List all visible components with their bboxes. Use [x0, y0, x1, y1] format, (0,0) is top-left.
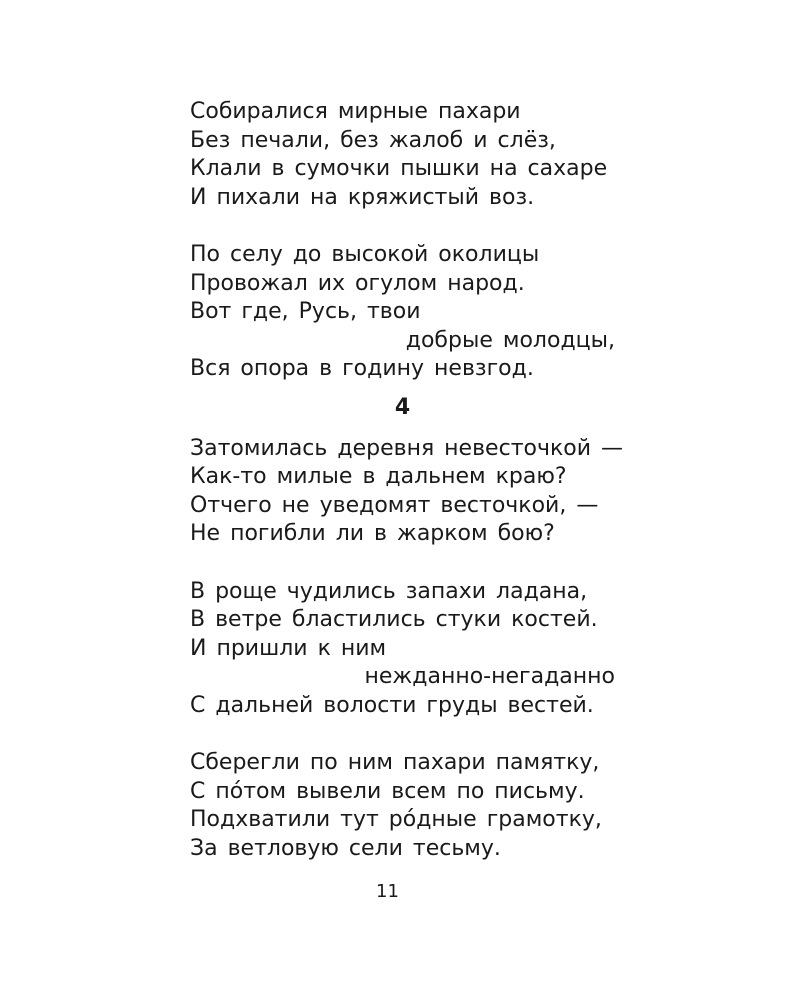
stanza-gap	[190, 720, 615, 749]
stanza-gap	[190, 212, 615, 241]
poem-line: С по́том вывели всем по письму.	[190, 778, 585, 804]
stanza-gap	[190, 549, 615, 578]
stanza-2	[190, 241, 615, 384]
section-number: 4	[394, 394, 411, 420]
poem-line-continuation: добрые молодцы,	[405, 327, 615, 353]
stanza-1	[190, 98, 615, 212]
poem-line: Клали в сумочки пышки на сахаре	[190, 156, 608, 182]
poem-line: И пришли к ним	[190, 635, 387, 661]
poem-line: Отчего не уведомят весточкой, —	[190, 492, 599, 518]
stanza-4	[190, 578, 615, 721]
page-number: 11	[376, 881, 399, 902]
poem-line: Не погибли ли в жарком бою?	[190, 521, 555, 547]
poem-line: Подхватили тут ро́дные грамотку,	[190, 807, 602, 833]
poem-line: Как-то милые в дальнем краю?	[190, 464, 567, 490]
poem-line: С дальней волости груды вестей.	[190, 692, 594, 718]
poem-line: Вся опора в годину невзгод.	[190, 356, 534, 382]
poem-line-continuation: нежданно-негаданно	[364, 664, 615, 690]
poem-line: Затомилась деревня невесточкой —	[190, 435, 624, 461]
poem-line: Сберегли по ним пахари памятку,	[190, 750, 600, 776]
poem-text	[190, 98, 624, 863]
poem-line: По селу до высокой околицы	[190, 241, 540, 267]
poem-line: Собиралися мирные пахари	[190, 99, 521, 124]
stanza-3	[190, 435, 624, 549]
poem-line: И пихали на кряжистый воз.	[190, 184, 535, 210]
poem-line: Провожал их огулом народ.	[190, 270, 525, 296]
poem-line: Вот где, Русь, твои	[190, 299, 421, 325]
poem-line: В роще чудились запахи ладана,	[190, 578, 588, 604]
stanza-5	[190, 749, 615, 863]
poem-line: Без печали, без жалоб и слёз,	[190, 127, 556, 153]
poem-line: За ветловую сели тесьму.	[190, 835, 501, 861]
poem-line: В ветре бластились стуки костей.	[190, 607, 598, 633]
